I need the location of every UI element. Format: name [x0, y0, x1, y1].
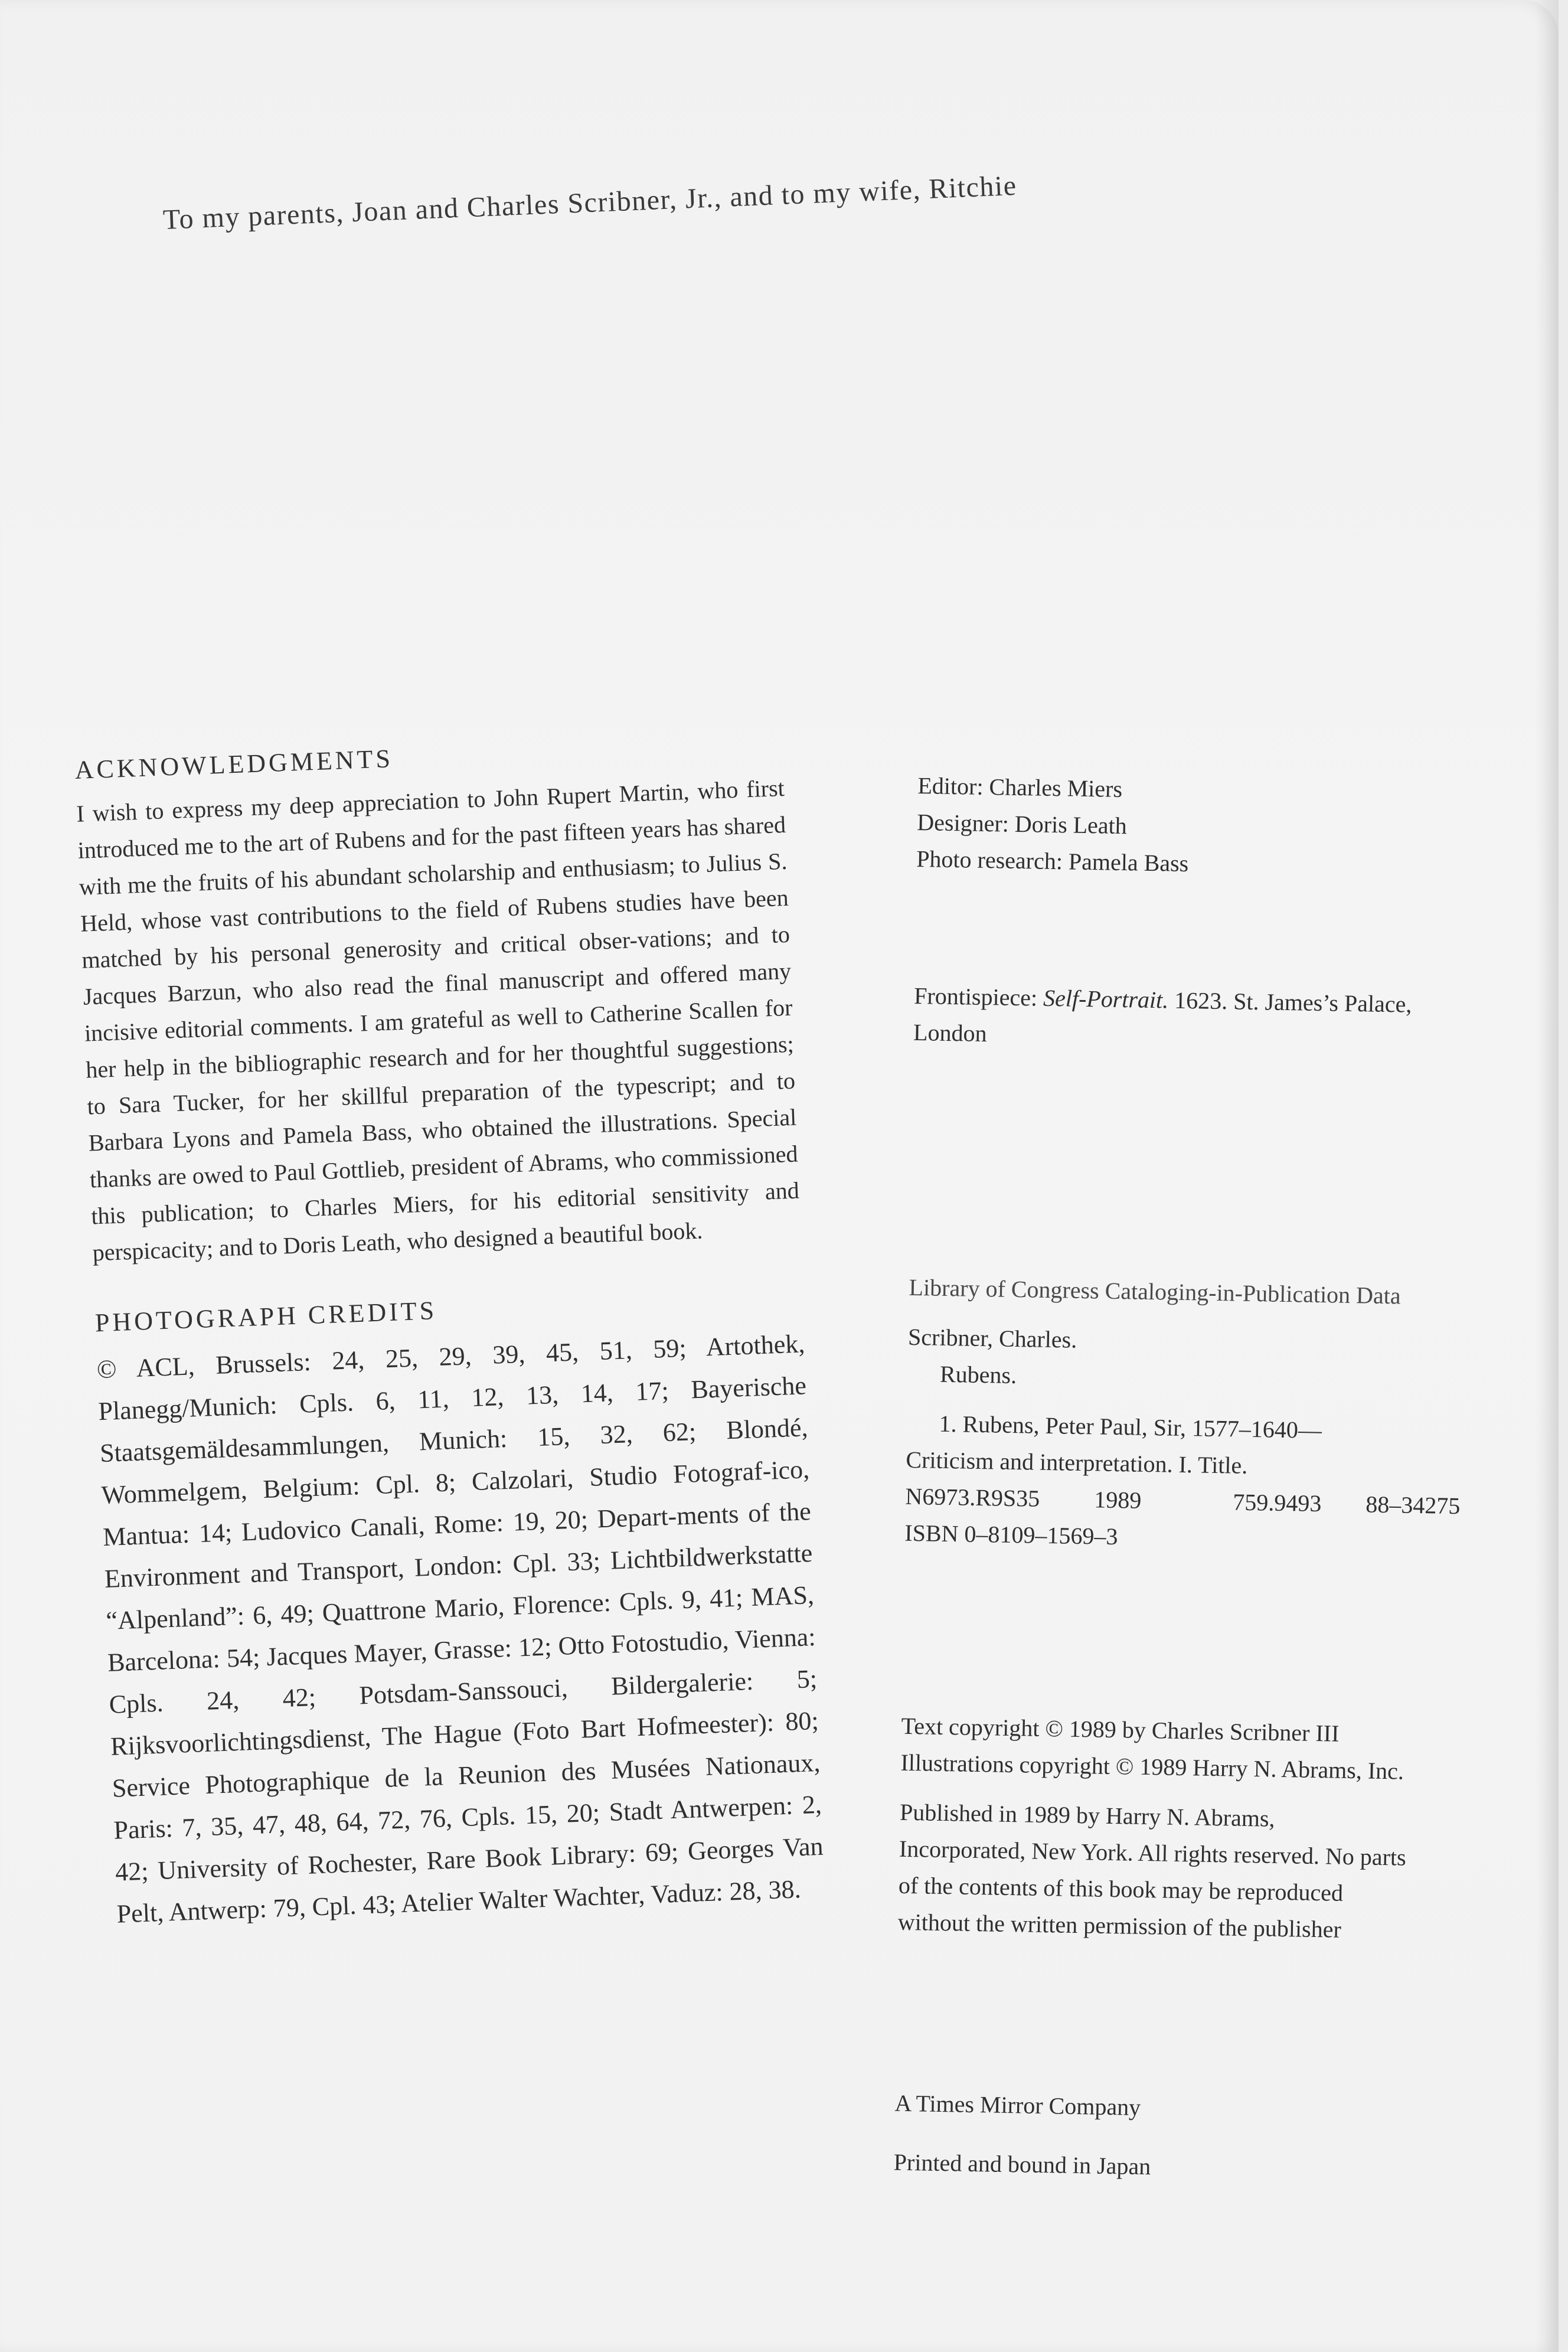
company-line	[894, 2085, 1509, 2132]
staff-credits	[916, 767, 1532, 888]
published-line-3: of the contents of this book may be reproduced	[898, 1871, 1344, 1906]
cip-title: Rubens.	[939, 1360, 1017, 1389]
left-column	[74, 729, 825, 1935]
published-line-1: Published in 1989 by Harry N. Abrams,	[899, 1798, 1275, 1832]
cip-subject-line-1: 1. Rubens, Peter Paul, Sir, 1577–1640—	[939, 1410, 1322, 1444]
cip-author: Scribner, Charles.	[907, 1323, 1077, 1353]
page-edge-shadow	[1535, 0, 1559, 2352]
designer-credit: Designer: Doris Leath	[916, 808, 1128, 839]
frontispiece-title: Self-Portrait.	[1043, 984, 1169, 1014]
text-copyright: Text copyright © 1989 by Charles Scribner III	[901, 1712, 1340, 1747]
company-name: A Times Mirror Company	[894, 2089, 1141, 2121]
printed-in: Printed and bound in Japan	[893, 2148, 1151, 2180]
dedication: To my parents, Joan and Charles Scribner, Jr., and to my wife, Ritchie	[162, 169, 1018, 236]
acknowledgments-heading: ACKNOWLEDGMENTS	[74, 744, 394, 785]
cip-dewey: 759.9493	[1232, 1488, 1322, 1517]
photograph-credits-heading: PHOTOGRAPH CREDITS	[94, 1296, 437, 1338]
frontispiece-caption	[913, 978, 1528, 1061]
cip-label	[909, 1269, 1523, 1317]
cip-lccn: 88–34275	[1365, 1491, 1461, 1520]
frontispiece-prefix: Frontispiece:	[913, 982, 1044, 1011]
copyright-notice	[900, 1708, 1515, 1792]
cip-subject-line-2: Criticism and interpretation. I. Title.	[906, 1446, 1248, 1479]
cip-label-text: Library of Congress Cataloging-in-Publication Data	[909, 1273, 1402, 1309]
photo-research-credit: Photo research: Pamela Bass	[916, 845, 1189, 877]
editor-credit: Editor: Charles Miers	[917, 772, 1123, 803]
frontispiece-location: London	[913, 1018, 987, 1047]
published-line-2: Incorporated, New York. All rights reserved. No parts	[899, 1835, 1407, 1871]
cip-year: 1989	[1094, 1486, 1142, 1514]
illustrations-copyright: Illustrations copyright © 1989 Harry N. Abrams, Inc.	[900, 1749, 1404, 1785]
cip-call-number: N6973.R9S35	[905, 1482, 1040, 1512]
cip-subjects	[904, 1405, 1521, 1562]
right-column	[893, 767, 1532, 2191]
cip-entry	[907, 1319, 1523, 1403]
publication-notice	[897, 1794, 1514, 1951]
acknowledgments-text: I wish to express my deep appreciation to John Rupert Martin, who first introduced me to the art of Rubens and for the past fifteen years has shared with me the fruits of his abundant scholarship and enthusiasm; to Julius S. Held, whose vast contributions to the field of Rubens studies have been matched by his personal generosity and critical obser-vations; and to Jacques Barzun, who also read the final manuscript and offered many incisive editorial comments. I am grateful as well to Catherine Scallen for her help in the bibliographic research and for her thoughtful suggestions; to Sara Tucker, for her skillful preparation of the typescript; and to Barbara Lyons and Pamela Bass, who obtained the illustrations. Special thanks are owed to Paul Gottlieb, president of Abrams, who commissioned this publication; to Charles Miers, for his editorial sensitivity and perspicacity; and to Doris Leath, who designed a beautiful book.	[76, 774, 800, 1266]
published-line-4: without the written permission of the publisher	[897, 1908, 1342, 1943]
printed-line	[893, 2144, 1508, 2191]
frontispiece-details: 1623. St. James’s Palace,	[1168, 986, 1412, 1018]
photograph-credits-text: © ACL, Brussels: 24, 25, 29, 39, 45, 51, 59; Artothek, Planegg/Munich: Cpls. 6, 11, 12, 13, 14, 17; Bayerische Staatsgemäldesammlungen, Munich: 15, 32, 62; Blondé, Wommelgem, Belgium: Cpl. 8; Calzolari, Studio Fotograf-ico, Mantua: 14; Ludovico Canali, Rome: 19, 20; Depart-ments of the Environment and Transport, London: Cpl. 33; Lichtbildwerkstatte “Alpenland”: 6, 49; Quattrone Mario, Florence: Cpls. 9, 41; MAS, Barcelona: 54; Jacques Mayer, Grasse: 12; Otto Fotostudio, Vienna: Cpls. 24, 42; Potsdam-Sanssouci, Bildergalerie: 5; Rijksvoorlichtingsdienst, The Hague (Foto Bart Hofmeester): 80; Service Photographique de la Reunion des Musées Nationaux, Paris: 7, 35, 47, 48, 64, 72, 76, Cpls. 15, 20; Stadt Antwerpen: 2, 42; University of Rochester, Rare Book Library: 69; Georges Van Pelt, Antwerp: 79, Cpl. 43; Atelier Walter Wachter, Vaduz: 28, 38.	[96, 1329, 824, 1929]
cip-isbn: ISBN 0–8109–1569–3	[904, 1519, 1118, 1550]
